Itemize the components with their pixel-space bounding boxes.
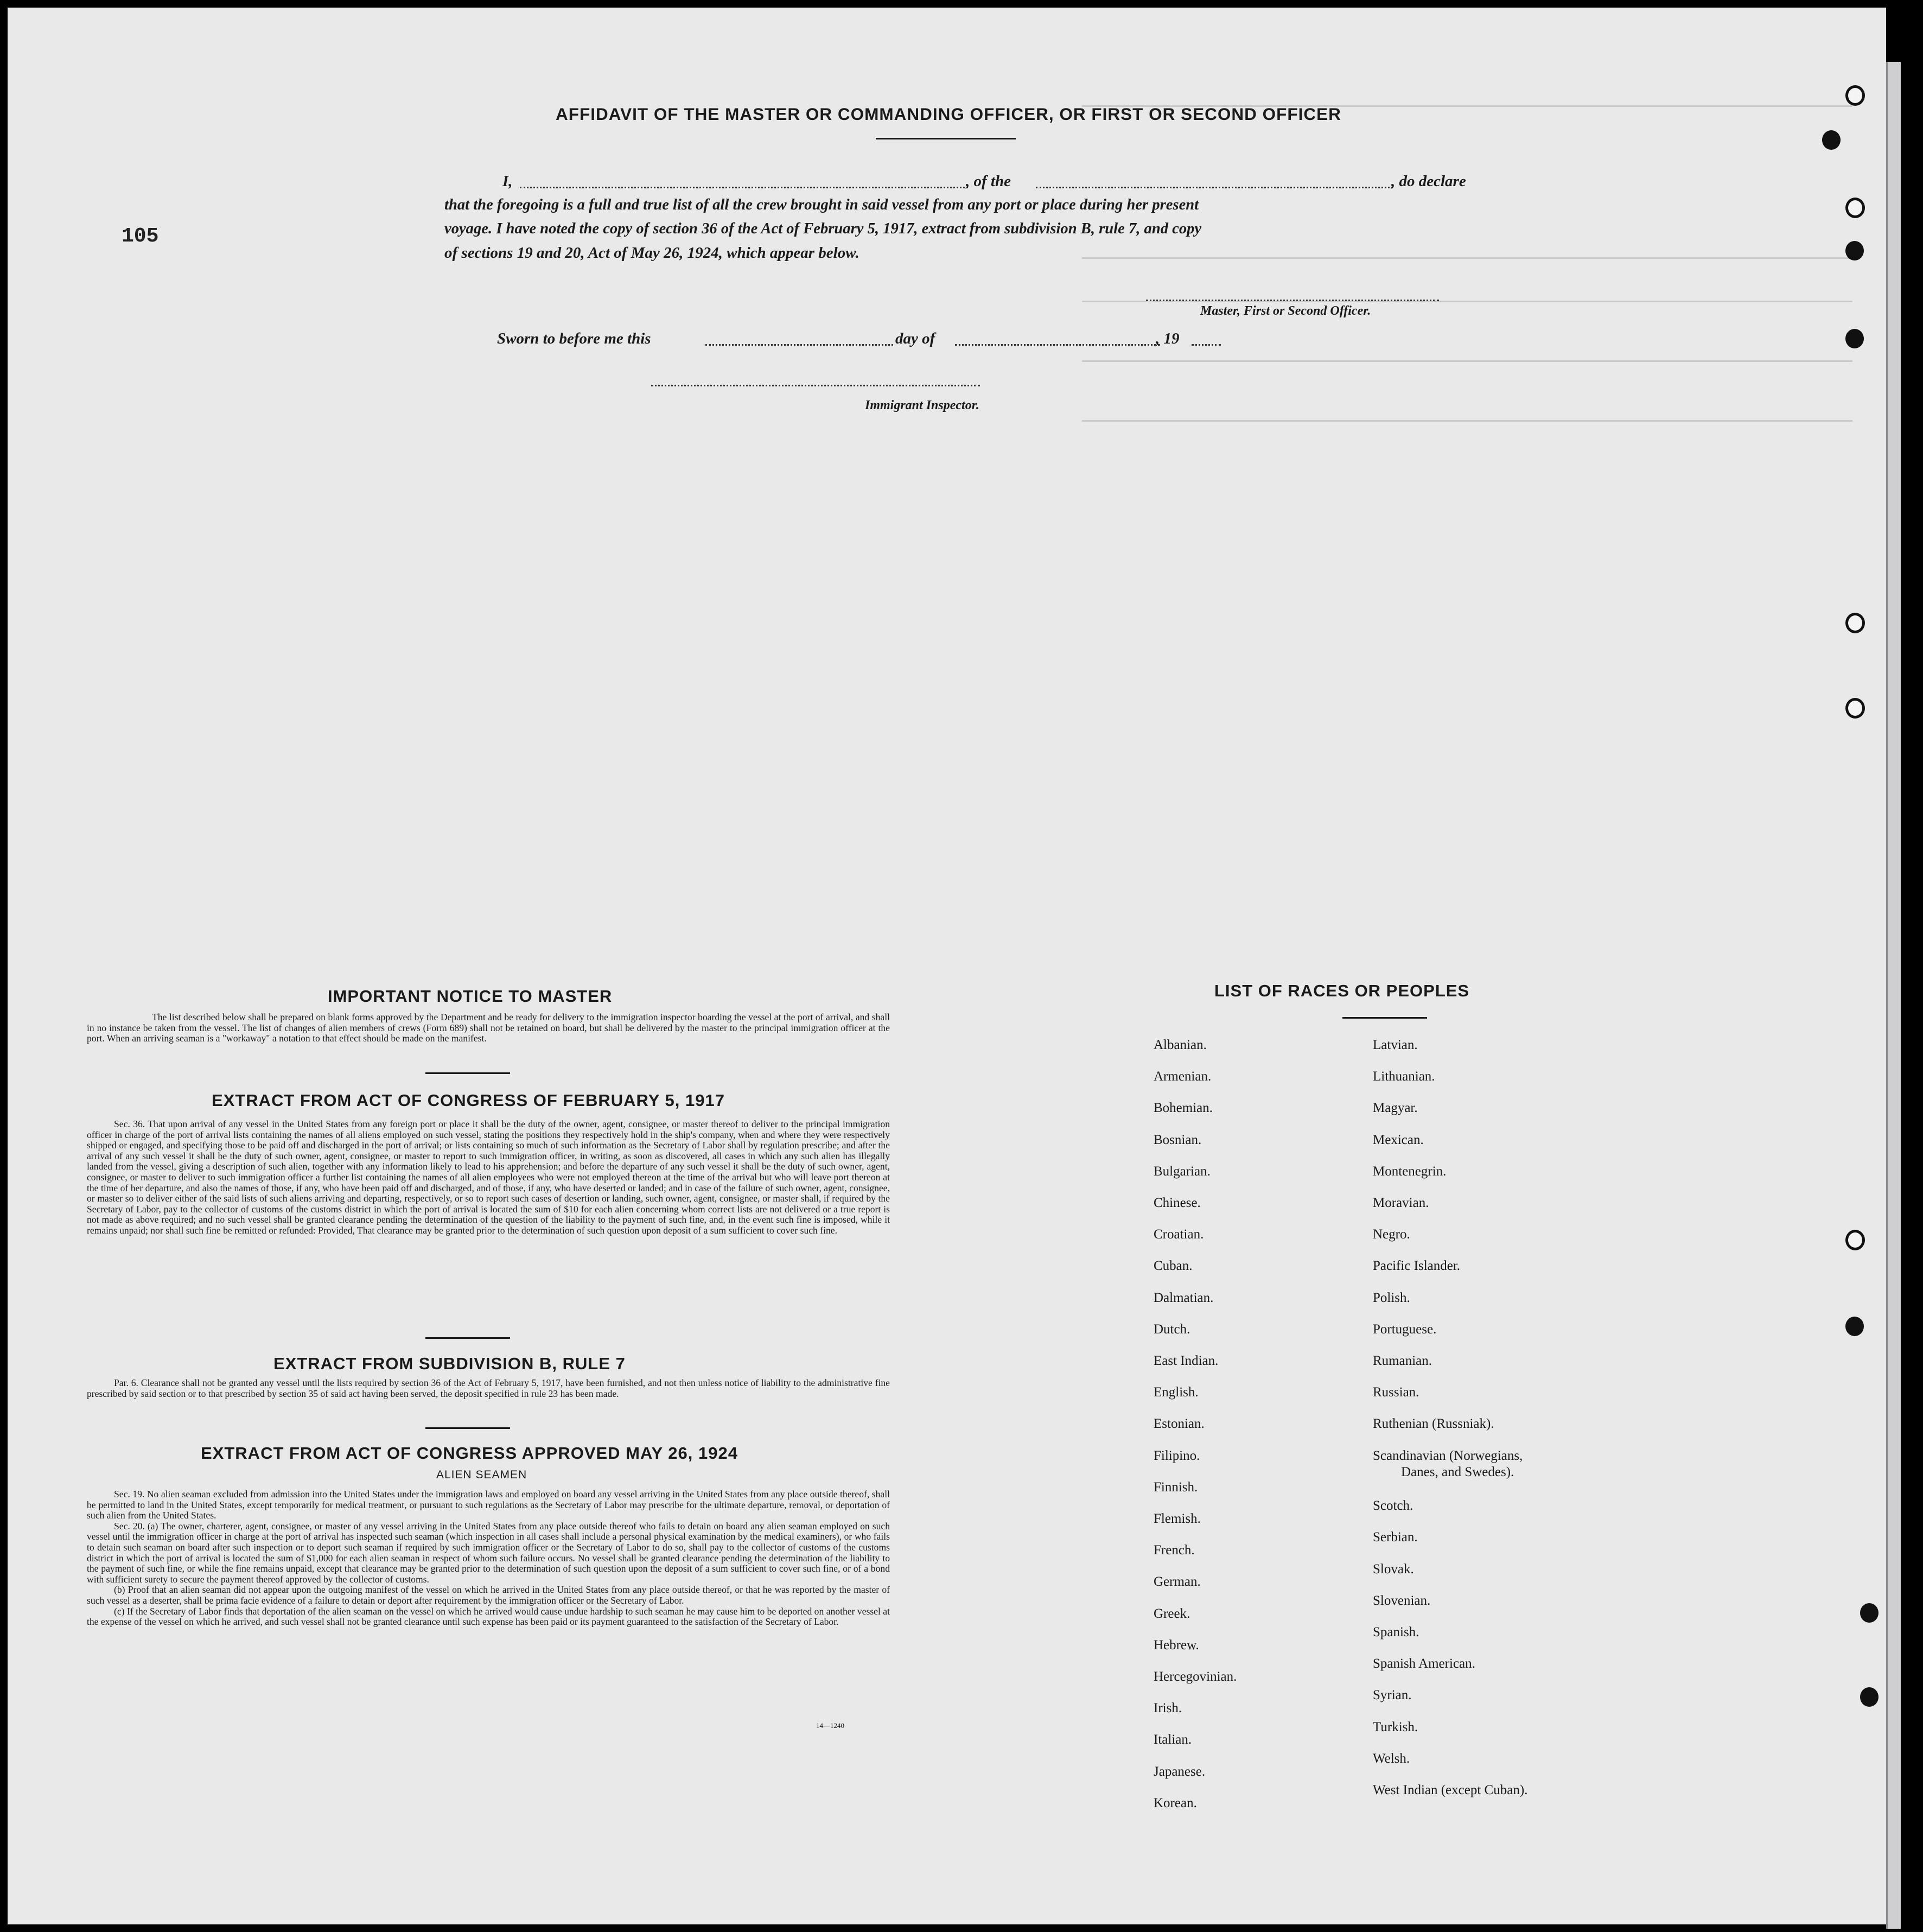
race-item: Welsh.: [1373, 1751, 1410, 1766]
race-item: Magyar.: [1373, 1101, 1418, 1116]
month-blank[interactable]: [955, 344, 1160, 346]
bleed-through-line: [1082, 420, 1852, 422]
punch-hole: [1822, 130, 1841, 150]
notice-body: The list described below shall be prepared on blank forms approved by the Department and be ready for delivery to the immigration inspector boarding the vessel at the port of arrival, and shall in no instance be taken from the vessel. The list of changes of alien members of crews (Form 689) shall not be retained on board, but shall be delivered by the master to the principal immigration officer at the port. When an arriving seaman is a "workaway" a notation to that effect should be made on the manifest.: [87, 1012, 890, 1044]
race-item: Turkish.: [1373, 1719, 1418, 1734]
race-item: Bulgarian.: [1154, 1164, 1211, 1179]
act-1924-title: EXTRACT FROM ACT OF CONGRESS APPROVED MAY 26, 1924: [201, 1444, 738, 1463]
race-item: Negro.: [1373, 1227, 1410, 1242]
section-rule: [425, 1072, 510, 1074]
form-number: 14—1240: [816, 1721, 844, 1730]
race-item: Dalmatian.: [1154, 1290, 1214, 1305]
race-item: Slovak.: [1373, 1561, 1414, 1577]
rule7-title: EXTRACT FROM SUBDIVISION B, RULE 7: [273, 1354, 626, 1373]
race-item: Serbian.: [1373, 1530, 1418, 1545]
race-item: English.: [1154, 1385, 1199, 1400]
race-item: Filipino.: [1154, 1448, 1200, 1463]
race-item: Spanish.: [1373, 1625, 1419, 1639]
race-item: French.: [1154, 1543, 1195, 1558]
affidavit-i: I,: [502, 173, 513, 190]
alien-seamen-subtitle: ALIEN SEAMEN: [436, 1469, 527, 1481]
affidavit-of-the: , of the: [966, 173, 1011, 190]
race-item: Montenegrin.: [1373, 1164, 1447, 1179]
race-item: Moravian.: [1373, 1196, 1429, 1210]
year-label: , 19: [1156, 330, 1180, 347]
title-rule: [876, 138, 1016, 139]
punch-hole: [1845, 613, 1865, 633]
race-item: Chinese.: [1154, 1196, 1201, 1210]
name-blank[interactable]: [520, 187, 968, 188]
day-of-label: day of: [895, 330, 935, 347]
page-edge: [1886, 62, 1901, 1929]
race-item: Flemish.: [1154, 1511, 1201, 1526]
section-rule: [425, 1427, 510, 1429]
race-item: Latvian.: [1373, 1038, 1418, 1052]
punch-hole: [1845, 85, 1865, 106]
race-item: Mexican.: [1373, 1132, 1424, 1147]
punch-hole: [1845, 329, 1864, 348]
vessel-blank[interactable]: [1036, 187, 1393, 188]
race-item: Scandinavian (Norwegians,: [1373, 1448, 1523, 1463]
affidavit-declare: , do declare: [1391, 173, 1466, 190]
affidavit-line4: of sections 19 and 20, Act of May 26, 1924, which appear below.: [444, 244, 859, 262]
day-blank[interactable]: [705, 344, 893, 346]
inspector-label: Immigrant Inspector.: [865, 398, 979, 412]
sec-20b: (b) Proof that an alien seaman did not appear upon the outgoing manifest of the vessel on which he arrived in the United States from any place outside thereof, or that he was reported by the master of such vessel as a deserter, shall be prima facie evidence of a failure to detain or deport after requirement by the immigration officer or the Secretary of Labor.: [87, 1584, 890, 1606]
races-rule: [1342, 1017, 1427, 1019]
race-item: Hebrew.: [1154, 1637, 1199, 1653]
race-item: Danes, and Swedes).: [1401, 1464, 1514, 1479]
race-item: Bohemian.: [1154, 1101, 1213, 1116]
race-item: Slovenian.: [1373, 1593, 1431, 1608]
race-item: Portuguese.: [1373, 1321, 1437, 1337]
margin-stamp: 105: [122, 225, 159, 248]
document-page: [8, 8, 1886, 1924]
punch-hole: [1845, 698, 1865, 719]
year-blank[interactable]: [1192, 344, 1221, 346]
signature-blank[interactable]: [1146, 300, 1439, 301]
race-item: Japanese.: [1154, 1764, 1206, 1779]
act-1917-title: EXTRACT FROM ACT OF CONGRESS OF FEBRUARY 5, 1917: [212, 1091, 725, 1110]
race-item: Armenian.: [1154, 1069, 1212, 1084]
race-item: West Indian (except Cuban).: [1373, 1783, 1528, 1797]
race-item: Greek.: [1154, 1606, 1190, 1621]
affidavit-line3: voyage. I have noted the copy of section 36 of the Act of February 5, 1917, extract from subdivision B, rule 7, and copy: [444, 220, 1202, 237]
race-item: Syrian.: [1373, 1688, 1412, 1703]
race-item: Polish.: [1373, 1290, 1410, 1305]
affidavit-line2: that the foregoing is a full and true list of all the crew brought in said vessel from any port or place during her present: [444, 196, 1199, 213]
bleed-through-line: [1082, 257, 1852, 259]
race-item: Pacific Islander.: [1373, 1259, 1461, 1274]
race-item: Scotch.: [1373, 1498, 1413, 1514]
race-item: Albanian.: [1154, 1038, 1207, 1052]
punch-hole: [1845, 1317, 1864, 1336]
race-item: East Indian.: [1154, 1353, 1219, 1368]
race-item: Bosnian.: [1154, 1132, 1202, 1147]
punch-hole: [1845, 241, 1864, 260]
race-item: Cuban.: [1154, 1259, 1193, 1274]
race-item: Dutch.: [1154, 1321, 1190, 1337]
race-item: German.: [1154, 1574, 1201, 1590]
race-item: Spanish American.: [1373, 1656, 1475, 1672]
sec-20c: (c) If the Secretary of Labor finds that deportation of the alien seaman on the vessel on which he arrived would cause undue hardship to such seaman he may cause him to be deported on another vessel at the expense of the vessel on which he arrived, and such vessel shall not be granted clearance until such expense has been paid or its payment guaranteed to the satisfaction of the Secretary of Labor.: [87, 1605, 890, 1628]
race-item: Korean.: [1154, 1795, 1197, 1810]
punch-hole: [1860, 1603, 1879, 1623]
sec-20a: Sec. 20. (a) The owner, charterer, agent, consignee, or master of any vessel arriving in the United States from any place outside thereof who fails to detain on board any alien seaman employed on such vessel until the immigration officer in charge at the port of arrival has inspected such seaman (which inspection in all cases shall include a personal physical examination by the medical examiners), or who fails to detain such seaman on board after such inspection or to deport such seaman if required by such immigration officer or the Secretary of Labor to do so, shall pay to the collector of customs of the customs district in which the port of arrival is located the sum of $1,000 for each alien seaman in respect of whom such failure occurs. No vessel shall be granted clearance pending the determination of the liability to the payment of such fine, or while the fine remains unpaid, except that clearance may be granted prior to the determination of such question upon the deposit of a sum sufficient to cover such fine, or of a bond with sufficient surety to secure the payment thereof approved by the collector of customs.: [87, 1520, 890, 1585]
race-item: Finnish.: [1154, 1479, 1198, 1495]
punch-hole: [1845, 198, 1865, 218]
sworn-label: Sworn to before me this: [497, 330, 651, 347]
bleed-through-line: [1082, 360, 1852, 362]
race-item: Estonian.: [1154, 1416, 1205, 1432]
notice-title: IMPORTANT NOTICE TO MASTER: [328, 987, 613, 1006]
signature-label: Master, First or Second Officer.: [1200, 304, 1371, 318]
sec-19: Sec. 19. No alien seaman excluded from admission into the United States under the immigration laws and employed on board any vessel arriving in the United States from any place outside thereof, shall be permitted to land in the United States, except temporarily for medical treatment, or pursuant to such regulations as the Secretary of Labor may prescribe for the ultimate departure, removal, or deportation of such alien from the United States.: [87, 1489, 890, 1521]
punch-hole: [1845, 1230, 1865, 1250]
race-item: Croatian.: [1154, 1227, 1204, 1242]
race-item: Rumanian.: [1373, 1353, 1432, 1368]
race-item: Italian.: [1154, 1732, 1192, 1747]
inspector-blank[interactable]: [651, 385, 980, 386]
section-rule: [425, 1337, 510, 1339]
races-title: LIST OF RACES OR PEOPLES: [1214, 981, 1470, 1000]
race-item: Ruthenian (Russniak).: [1373, 1416, 1494, 1432]
affidavit-title: AFFIDAVIT OF THE MASTER OR COMMANDING OFFICER, OR FIRST OR SECOND OFFICER: [556, 104, 1341, 124]
race-item: Lithuanian.: [1373, 1069, 1435, 1084]
act-1917-body: Sec. 36. That upon arrival of any vessel in the United States from any foreign port or place it shall be the duty of the owner, agent, consignee, or master thereof to deliver to the principal immigration officer in charge of the port of arrival lists containing the names of all aliens employed on such vessel, stating the positions they respectively hold in the ship's company, when and where they were respectively shipped or engaged, and specifying those to be paid off and discharged in the port of arrival; or lists containing so much of such information as the Secretary of Labor shall by regulation prescribe; and after the arrival of any such vessel it shall be the duty of such owner, agent, consignee, or master to report to such immigration officer, in writing, as soon as discovered, all cases in which any such alien has illegally landed from the vessel, giving a description of such alien, together with any information likely to lead to his apprehension; and before the departure of any such vessel it shall be the duty of such owner, agent, consignee, or master to deliver to such immigration officer a further list containing the names of all alien employees who were not employed thereon at the time of the arrival but who will leave port thereon at the time of her departure, and also the names of those, if any, who have been paid off and discharged, and of those, if any, who have deserted or landed; and in case of the failure of such owner, agent, consignee, or master so to deliver either of the said lists of such aliens arriving and departing, respectively, or so to report such cases of desertion or landing, such owner, agent, consignee, or master shall, if required by the Secretary of Labor, pay to the collector of customs of the customs district in which the port of arrival is located the sum of $10 for each alien concerning whom correct lists are not delivered or a true report is not made as above required; and no such vessel shall be granted clearance pending the determination of the question of the liability to the payment of such fine, and, in the event such fine is imposed, while it remains unpaid; nor shall such fine be remitted or refunded: Provided, That clearance may be granted prior to the determination of such question upon deposit of a sum sufficient to cover such fine.: [87, 1118, 890, 1236]
rule7-body: Par. 6. Clearance shall not be granted any vessel until the lists required by section 36 of the Act of February 5, 1917, have been furnished, and not then unless notice of liability to the administrative fine prescribed by said section or to that prescribed by section 35 of said act having been served, the deposit specified in rule 23 has been made.: [87, 1377, 890, 1399]
race-item: Hercegovinian.: [1154, 1669, 1237, 1684]
race-item: Russian.: [1373, 1385, 1419, 1400]
race-item: Irish.: [1154, 1701, 1182, 1716]
act-1924-body: [87, 1489, 890, 1628]
punch-hole: [1860, 1687, 1879, 1707]
